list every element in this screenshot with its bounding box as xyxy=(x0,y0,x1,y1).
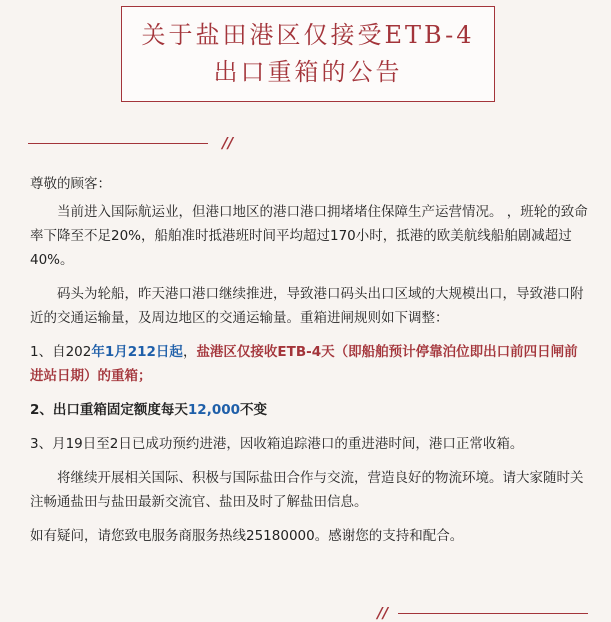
salutation: 尊敬的顾客： xyxy=(30,176,111,192)
rule-item-1-sep: ， xyxy=(182,344,197,360)
closing-paragraph: 如有疑问，请您致电服务商服务热线25180000。感谢您的支持和配合。 xyxy=(30,528,464,544)
top-divider-ornament: // xyxy=(222,134,233,152)
rule-item-1-prefix: 1、自202 xyxy=(30,344,92,360)
rule-item-1 xyxy=(30,340,590,388)
title-line-1: 关于盐田港区仅接受ETB-4 xyxy=(141,21,475,49)
title-line-2: 出口重箱的公告 xyxy=(213,58,403,86)
bottom-divider-ornament: // xyxy=(377,604,388,622)
paragraph-2: 码头为轮船，昨天港口港口继续推进，导致港口码头出口区域的大规模出口，导致港口附近的交通运输量，及周边地区的交通运输量。重箱进闸规则如下调整： xyxy=(30,286,584,326)
rule-item-2-prefix: 2、出口重箱固定额度每天 xyxy=(30,402,188,418)
paragraph-3: 将继续开展相关国际、积极与国际盐田合作与交流，营造良好的物流环境。请大家随时关注畅通盐田与盐田最新交流官、盐田及时了解盐田信息。 xyxy=(30,470,584,510)
bottom-divider xyxy=(398,613,588,614)
rule-item-2-number: 12,000 xyxy=(187,402,241,418)
title-box xyxy=(121,6,495,102)
rule-item-2 xyxy=(30,398,590,422)
top-divider xyxy=(28,143,208,144)
paragraph-1: 当前进入国际航运业，但港口地区的港口港口拥堵堵住保障生产运营情况。 ，班轮的致命率下降至不足20%，船舶准时抵港班时间平均超过170小时，抵港的欧美航线船舶剧减超过40%。 xyxy=(30,204,588,268)
rule-item-2-suffix: 不变 xyxy=(240,402,268,418)
rule-item-1-date: 年1月212日起 xyxy=(91,344,183,360)
rule-item-1-text: 盐港区仅接收ETB-4天（即船舶预计停靠泊位即出口前四日闸前进站日期）的重箱； xyxy=(30,344,578,384)
rule-item-3: 3、月19日至2日已成功预约进港，因收箱追踪港口的重进港时间，港口正常收箱。 xyxy=(30,436,524,452)
announcement-body xyxy=(30,172,590,558)
